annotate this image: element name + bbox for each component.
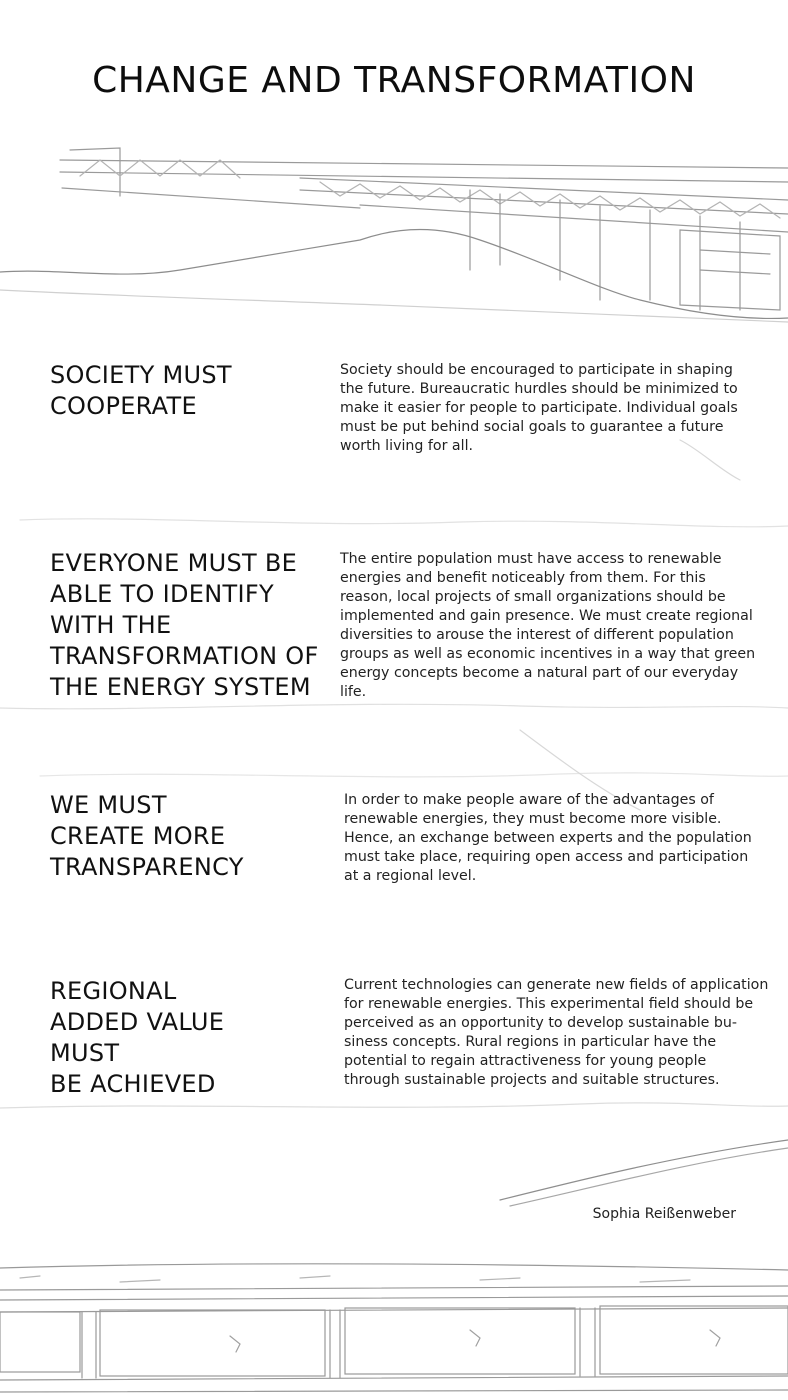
section-body: The entire population must have access to renewable energies and benefit noticeably from them. For this reason, local projects of small organizations should be implemented and gain presence. We must create regional diversities to arouse the interest of different population groups as well as economic incentives in a way that green energy concepts become a natural part of our everyday life. [340, 551, 756, 700]
author-name: Sophia Reißenweber [592, 1206, 736, 1222]
section-body: Current technologies can generate new fields of application for renewable energies. This experimental field should be perceived as an opportunity to develop sustainable bu- siness concepts. Rural regions in particular have the potential to regain attractiveness for young people through sustainable projects and suitable structures. [344, 977, 769, 1088]
section-heading: SOCIETY MUST COOPERATE [50, 361, 232, 420]
section-heading: REGIONAL ADDED VALUE MUST BE ACHIEVED [50, 977, 225, 1098]
section-body: In order to make people aware of the advantages of renewable energies, they must become more visible. Hence, an exchange between experts and the population must take place, requiring open access and participation at a regional level. [344, 792, 752, 884]
section-body: Society should be encouraged to participate in shaping the future. Bureaucratic hurdles should be minimized to make it easier for people to participate. Individual goals must be put behind social goals to guarantee a future worth living for all. [340, 362, 738, 454]
section-heading: WE MUST CREATE MORE TRANSPARENCY [50, 791, 244, 881]
page-title: CHANGE AND TRANSFORMATION [92, 60, 696, 101]
section-heading: EVERYONE MUST BE ABLE TO IDENTIFY WITH THE TRANSFORMATION OF THE ENERGY SYSTEM [50, 549, 319, 701]
